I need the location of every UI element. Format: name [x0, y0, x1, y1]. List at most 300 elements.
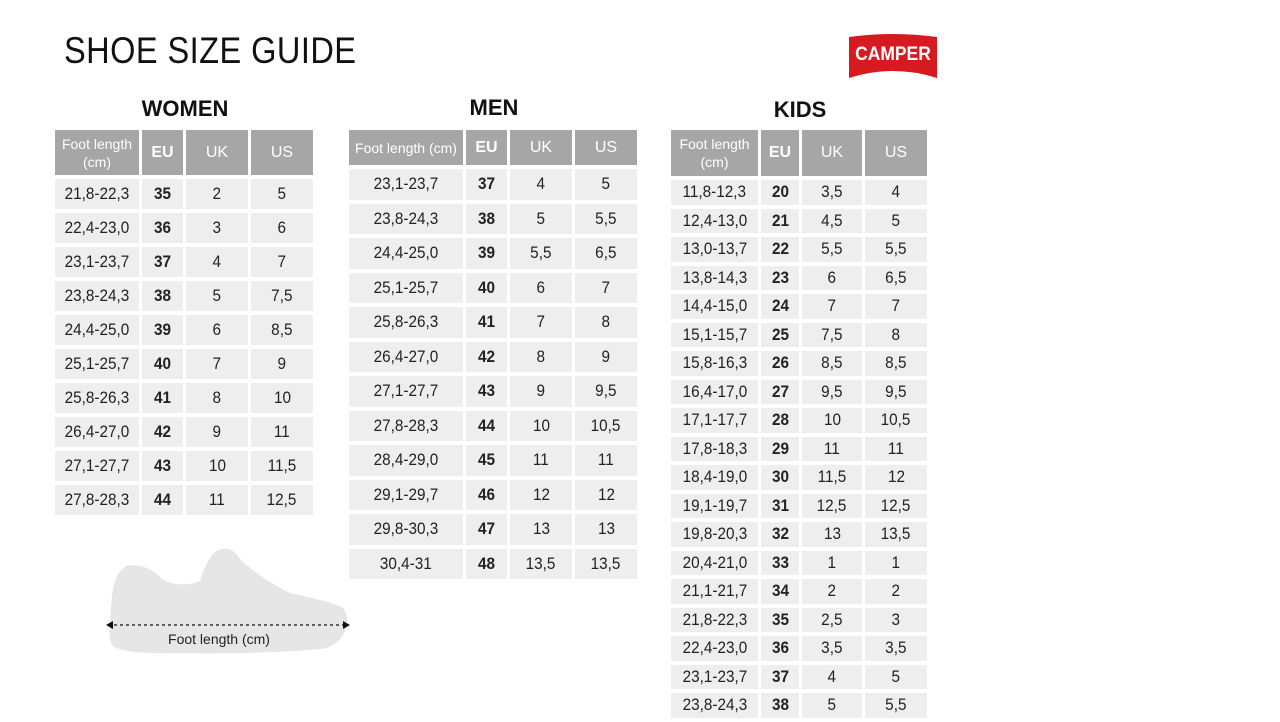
cell-eu-text: 31: [771, 495, 789, 515]
cell-uk: [802, 522, 862, 547]
header-foot-length: Foot length (cm): [349, 130, 463, 165]
cell-uk: [510, 273, 572, 304]
cell-eu: [466, 445, 507, 476]
cell-uk-text: 7: [536, 312, 546, 332]
cell-eu: [142, 179, 183, 209]
cell-eu-text: 36: [771, 638, 789, 658]
kids-size-table: [668, 126, 930, 722]
header-us: US: [865, 130, 927, 176]
cell-uk: [510, 445, 572, 476]
cell-us-text: 8: [891, 324, 901, 344]
cell-uk-text: 10: [532, 415, 550, 435]
table-row: [55, 213, 313, 243]
camper-logo: [849, 34, 937, 80]
cell-us: [865, 351, 927, 376]
cell-foot-length: [349, 514, 463, 545]
header-uk: UK: [186, 130, 248, 175]
cell-uk-text: 2: [827, 581, 837, 601]
cell-uk-text: 10: [208, 456, 226, 475]
cell-us-text: 13: [597, 519, 615, 539]
cell-foot-length: [671, 465, 758, 490]
cell-foot-length: [671, 437, 758, 462]
cell-us-text: 12,5: [881, 495, 911, 515]
cell-eu: [761, 351, 799, 376]
cell-foot-length: [55, 179, 139, 209]
cell-foot-length-text: 29,8-30,3: [373, 519, 439, 539]
cell-eu: [761, 579, 799, 604]
table-row: [671, 608, 927, 633]
cell-us: [251, 281, 313, 311]
cell-us: [865, 579, 927, 604]
cell-eu-text: 21: [771, 210, 789, 230]
cell-us: [865, 693, 927, 718]
cell-uk: [802, 494, 862, 519]
cell-foot-length-text: 30,4-31: [380, 553, 432, 573]
cell-foot-length-text: 21,8-22,3: [682, 609, 747, 629]
cell-us-text: 5: [601, 174, 611, 194]
cell-uk: [802, 294, 862, 319]
cell-us: [865, 437, 927, 462]
cell-uk: [802, 351, 862, 376]
header-eu: EU: [142, 130, 183, 175]
cell-foot-length: [349, 238, 463, 269]
cell-eu: [761, 665, 799, 690]
table-row: [671, 209, 927, 234]
cell-eu-text: 41: [153, 388, 172, 407]
cell-us: [251, 417, 313, 447]
table-row: [55, 247, 313, 277]
cell-eu: [142, 485, 183, 515]
cell-us: [251, 485, 313, 515]
cell-uk: [802, 323, 862, 348]
cell-us-text: 2: [891, 581, 901, 601]
table-row: [349, 307, 637, 338]
cell-uk-text: 13,5: [526, 553, 556, 573]
cell-uk-text: 7,5: [821, 324, 843, 344]
cell-foot-length-text: 22,4-23,0: [682, 638, 747, 658]
cell-uk: [186, 179, 248, 209]
cell-eu-text: 35: [153, 184, 172, 203]
cell-us-text: 6: [277, 218, 287, 237]
cell-eu: [466, 480, 507, 511]
cell-us-text: 9,5: [595, 381, 617, 401]
cell-uk: [186, 383, 248, 413]
cell-foot-length: [671, 551, 758, 576]
cell-foot-length-text: 24,4-25,0: [373, 243, 439, 263]
cell-foot-length-text: 23,8-24,3: [373, 208, 439, 228]
cell-eu: [466, 204, 507, 235]
cell-foot-length-text: 22,4-23,0: [64, 218, 130, 237]
cell-uk: [802, 408, 862, 433]
table-row: [671, 351, 927, 376]
cell-us-text: 10,5: [881, 410, 911, 430]
cell-eu-text: 37: [477, 174, 496, 194]
cell-eu-text: 47: [477, 519, 496, 539]
cell-eu-text: 20: [771, 182, 789, 202]
cell-uk: [186, 281, 248, 311]
cell-uk: [802, 266, 862, 291]
cell-eu: [142, 281, 183, 311]
cell-uk: [510, 204, 572, 235]
cell-eu-text: 26: [771, 353, 789, 373]
cell-uk-text: 12: [532, 484, 550, 504]
cell-uk: [510, 480, 572, 511]
cell-foot-length: [55, 247, 139, 277]
cell-foot-length: [671, 636, 758, 661]
cell-us: [865, 551, 927, 576]
cell-foot-length: [671, 351, 758, 376]
cell-uk: [802, 551, 862, 576]
cell-foot-length: [349, 273, 463, 304]
cell-uk: [802, 465, 862, 490]
cell-us: [865, 465, 927, 490]
cell-eu: [142, 315, 183, 345]
cell-us: [865, 209, 927, 234]
cell-us-text: 7: [891, 296, 901, 316]
cell-eu: [142, 213, 183, 243]
cell-foot-length: [671, 408, 758, 433]
cell-us-text: 7,5: [271, 286, 293, 305]
cell-foot-length-text: 11,8-12,3: [682, 182, 747, 202]
cell-eu-text: 22: [771, 239, 789, 259]
cell-eu: [466, 411, 507, 442]
cell-foot-length: [349, 307, 463, 338]
cell-us: [575, 376, 637, 407]
cell-uk-text: 2: [212, 184, 222, 203]
cell-eu: [761, 380, 799, 405]
cell-eu: [142, 247, 183, 277]
cell-eu: [761, 437, 799, 462]
cell-uk: [802, 579, 862, 604]
table-row: [671, 294, 927, 319]
cell-foot-length: [55, 417, 139, 447]
cell-foot-length: [671, 494, 758, 519]
table-row: [671, 323, 927, 348]
cell-us: [251, 247, 313, 277]
cell-us-text: 7: [601, 277, 611, 297]
cell-foot-length-text: 21,8-22,3: [64, 184, 130, 203]
table-row: [671, 266, 927, 291]
cell-eu: [466, 376, 507, 407]
cell-foot-length: [671, 380, 758, 405]
cell-us-text: 12: [597, 484, 615, 504]
cell-foot-length: [349, 169, 463, 200]
table-row: [349, 204, 637, 235]
cell-uk-text: 9,5: [821, 381, 843, 401]
cell-eu: [761, 551, 799, 576]
cell-eu-text: 27: [771, 381, 789, 401]
cell-us-text: 5: [277, 184, 287, 203]
cell-foot-length: [55, 281, 139, 311]
table-header-row: [55, 130, 313, 175]
header-uk: UK: [510, 130, 572, 165]
cell-us-text: 8,5: [885, 353, 907, 373]
table-header-row: [671, 130, 927, 176]
cell-uk: [186, 349, 248, 379]
cell-eu-text: 39: [153, 320, 172, 339]
table-row: [671, 465, 927, 490]
table-row: [349, 169, 637, 200]
cell-us-text: 5: [891, 666, 901, 686]
cell-foot-length: [55, 451, 139, 481]
cell-eu: [466, 169, 507, 200]
cell-us: [575, 411, 637, 442]
cell-uk-text: 8: [536, 346, 546, 366]
cell-foot-length: [55, 485, 139, 515]
cell-us: [575, 445, 637, 476]
cell-foot-length-text: 13,0-13,7: [682, 239, 747, 259]
cell-foot-length: [55, 213, 139, 243]
table-row: [671, 579, 927, 604]
cell-us-text: 9,5: [885, 381, 907, 401]
cell-foot-length-text: 27,8-28,3: [64, 490, 130, 509]
cell-us-text: 4: [891, 182, 901, 202]
header-uk: UK: [802, 130, 862, 176]
cell-foot-length: [349, 342, 463, 373]
cell-uk-text: 4: [536, 174, 546, 194]
cell-us-text: 12: [887, 467, 905, 487]
cell-uk-text: 7: [212, 354, 222, 373]
table-row: [349, 445, 637, 476]
cell-uk: [510, 238, 572, 269]
cell-us: [575, 549, 637, 580]
cell-uk-text: 3: [212, 218, 222, 237]
cell-foot-length-text: 28,4-29,0: [373, 450, 439, 470]
cell-us-text: 9: [601, 346, 611, 366]
cell-foot-length-text: 16,4-17,0: [682, 381, 747, 401]
cell-uk: [802, 380, 862, 405]
cell-us: [575, 342, 637, 373]
cell-us: [251, 179, 313, 209]
cell-us: [865, 636, 927, 661]
table-row: [349, 273, 637, 304]
table-row: [349, 549, 637, 580]
table-row: [349, 238, 637, 269]
cell-foot-length-text: 24,4-25,0: [64, 320, 130, 339]
table-row: [55, 383, 313, 413]
cell-eu: [142, 417, 183, 447]
cell-foot-length-text: 18,4-19,0: [682, 467, 747, 487]
cell-foot-length: [671, 608, 758, 633]
cell-eu-text: 39: [477, 243, 496, 263]
cell-uk: [510, 169, 572, 200]
table-row: [55, 451, 313, 481]
cell-foot-length: [671, 693, 758, 718]
header-eu: EU: [466, 130, 507, 165]
cell-us-text: 9: [277, 354, 287, 373]
cell-uk-text: 9: [536, 381, 546, 401]
cell-us-text: 8: [601, 312, 611, 332]
cell-eu: [142, 349, 183, 379]
table-row: [671, 665, 927, 690]
cell-foot-length-text: 25,1-25,7: [373, 277, 439, 297]
cell-foot-length: [671, 266, 758, 291]
table-row: [671, 437, 927, 462]
cell-us: [251, 451, 313, 481]
cell-uk-text: 5,5: [530, 243, 552, 263]
table-row: [349, 376, 637, 407]
header-eu: EU: [761, 130, 799, 176]
cell-uk-text: 11: [209, 490, 225, 509]
table-row: [671, 693, 927, 718]
cell-uk: [802, 180, 862, 205]
cell-foot-length-text: 23,8-24,3: [682, 695, 747, 715]
table-row: [671, 408, 927, 433]
cell-us-text: 12,5: [267, 490, 297, 509]
cell-us: [251, 383, 313, 413]
cell-uk-text: 8: [212, 388, 222, 407]
cell-eu: [761, 522, 799, 547]
cell-uk: [510, 549, 572, 580]
cell-foot-length-text: 23,1-23,7: [64, 252, 130, 271]
cell-eu: [761, 465, 799, 490]
cell-us: [865, 323, 927, 348]
cell-uk-text: 6: [212, 320, 222, 339]
cell-eu-text: 32: [771, 524, 789, 544]
header-us: US: [251, 130, 313, 175]
cell-foot-length-text: 15,1-15,7: [682, 324, 747, 344]
cell-foot-length-text: 27,1-27,7: [373, 381, 439, 401]
cell-eu-text: 48: [477, 553, 496, 573]
cell-uk-text: 10: [823, 410, 841, 430]
table-row: [671, 551, 927, 576]
men-section-title: MEN: [469, 95, 519, 120]
cell-uk-text: 13: [823, 524, 841, 544]
cell-us-text: 3: [891, 609, 901, 629]
cell-eu: [142, 383, 183, 413]
table-row: [349, 342, 637, 373]
cell-us-text: 1: [891, 552, 901, 572]
cell-eu-text: 44: [153, 490, 172, 509]
cell-foot-length-text: 26,4-27,0: [373, 346, 439, 366]
cell-us: [575, 480, 637, 511]
cell-eu-text: 29: [771, 438, 789, 458]
table-row: [671, 636, 927, 661]
cell-foot-length-text: 25,1-25,7: [64, 354, 130, 373]
table-row: [671, 522, 927, 547]
cell-foot-length-text: 17,8-18,3: [682, 438, 747, 458]
cell-foot-length-text: 23,1-23,7: [682, 666, 747, 686]
cell-foot-length: [55, 349, 139, 379]
table-row: [55, 281, 313, 311]
table-row: [671, 494, 927, 519]
cell-foot-length-text: 19,1-19,7: [682, 495, 747, 515]
cell-us-text: 13,5: [591, 553, 621, 573]
table-row: [671, 380, 927, 405]
cell-uk: [802, 693, 862, 718]
cell-eu-text: 40: [153, 354, 172, 373]
cell-eu: [466, 549, 507, 580]
cell-us-text: 5,5: [885, 239, 907, 259]
cell-us: [865, 522, 927, 547]
cell-eu-text: 24: [771, 296, 789, 316]
cell-uk-text: 5: [212, 286, 222, 305]
cell-eu-text: 28: [771, 410, 789, 430]
cell-us: [865, 494, 927, 519]
cell-uk: [802, 636, 862, 661]
cell-uk-text: 6: [536, 277, 546, 297]
cell-uk-text: 5: [536, 208, 546, 228]
cell-eu-text: 44: [477, 415, 496, 435]
cell-eu: [761, 209, 799, 234]
cell-eu-text: 43: [477, 381, 496, 401]
cell-uk-text: 4: [827, 666, 837, 686]
cell-us-text: 11: [888, 438, 904, 458]
cell-eu: [466, 307, 507, 338]
cell-eu-text: 45: [477, 450, 496, 470]
cell-uk-text: 11,5: [817, 467, 847, 487]
cell-eu: [761, 294, 799, 319]
cell-uk-text: 3,5: [821, 638, 843, 658]
cell-us: [575, 273, 637, 304]
cell-foot-length: [671, 323, 758, 348]
cell-foot-length: [349, 549, 463, 580]
cell-foot-length-text: 14,4-15,0: [682, 296, 747, 316]
cell-foot-length: [671, 522, 758, 547]
cell-uk: [510, 307, 572, 338]
cell-us-text: 8,5: [271, 320, 293, 339]
cell-foot-length: [671, 237, 758, 262]
cell-eu: [761, 408, 799, 433]
cell-foot-length: [349, 411, 463, 442]
cell-us: [865, 294, 927, 319]
cell-us: [251, 213, 313, 243]
cell-eu-text: 37: [153, 252, 172, 271]
cell-uk: [802, 665, 862, 690]
cell-uk-text: 5,5: [821, 239, 843, 259]
cell-eu-text: 33: [771, 552, 789, 572]
cell-us: [251, 315, 313, 345]
cell-eu-text: 38: [153, 286, 172, 305]
cell-foot-length: [671, 180, 758, 205]
cell-uk: [186, 247, 248, 277]
cell-eu: [761, 494, 799, 519]
cell-eu: [142, 451, 183, 481]
cell-uk-text: 7: [827, 296, 837, 316]
cell-uk: [186, 485, 248, 515]
header-us: US: [575, 130, 637, 165]
cell-foot-length-text: 23,1-23,7: [373, 174, 439, 194]
header-foot-length: Foot length (cm): [55, 130, 139, 175]
cell-us: [865, 408, 927, 433]
men-size-table: [346, 126, 640, 583]
cell-us-text: 10: [273, 388, 291, 407]
cell-uk-text: 9: [212, 422, 222, 441]
table-row: [349, 514, 637, 545]
cell-uk: [186, 213, 248, 243]
cell-eu-text: 41: [477, 312, 496, 332]
table-row: [55, 485, 313, 515]
cell-uk-text: 3,5: [821, 182, 843, 202]
cell-uk: [186, 315, 248, 345]
cell-eu: [466, 273, 507, 304]
cell-foot-length-text: 29,1-29,7: [373, 484, 439, 504]
cell-us: [865, 237, 927, 262]
cell-uk-text: 12,5: [817, 495, 847, 515]
cell-uk: [186, 417, 248, 447]
cell-us-text: 11: [598, 450, 614, 470]
cell-us: [865, 380, 927, 405]
women-section-title: WOMEN: [141, 96, 229, 121]
cell-foot-length-text: 13,8-14,3: [682, 267, 747, 287]
cell-us: [575, 169, 637, 200]
cell-uk-text: 13: [532, 519, 550, 539]
cell-foot-length-text: 17,1-17,7: [682, 410, 747, 430]
cell-foot-length-text: 25,8-26,3: [373, 312, 439, 332]
cell-uk: [802, 608, 862, 633]
cell-us-text: 5,5: [595, 208, 617, 228]
cell-us-text: 6,5: [885, 267, 907, 287]
